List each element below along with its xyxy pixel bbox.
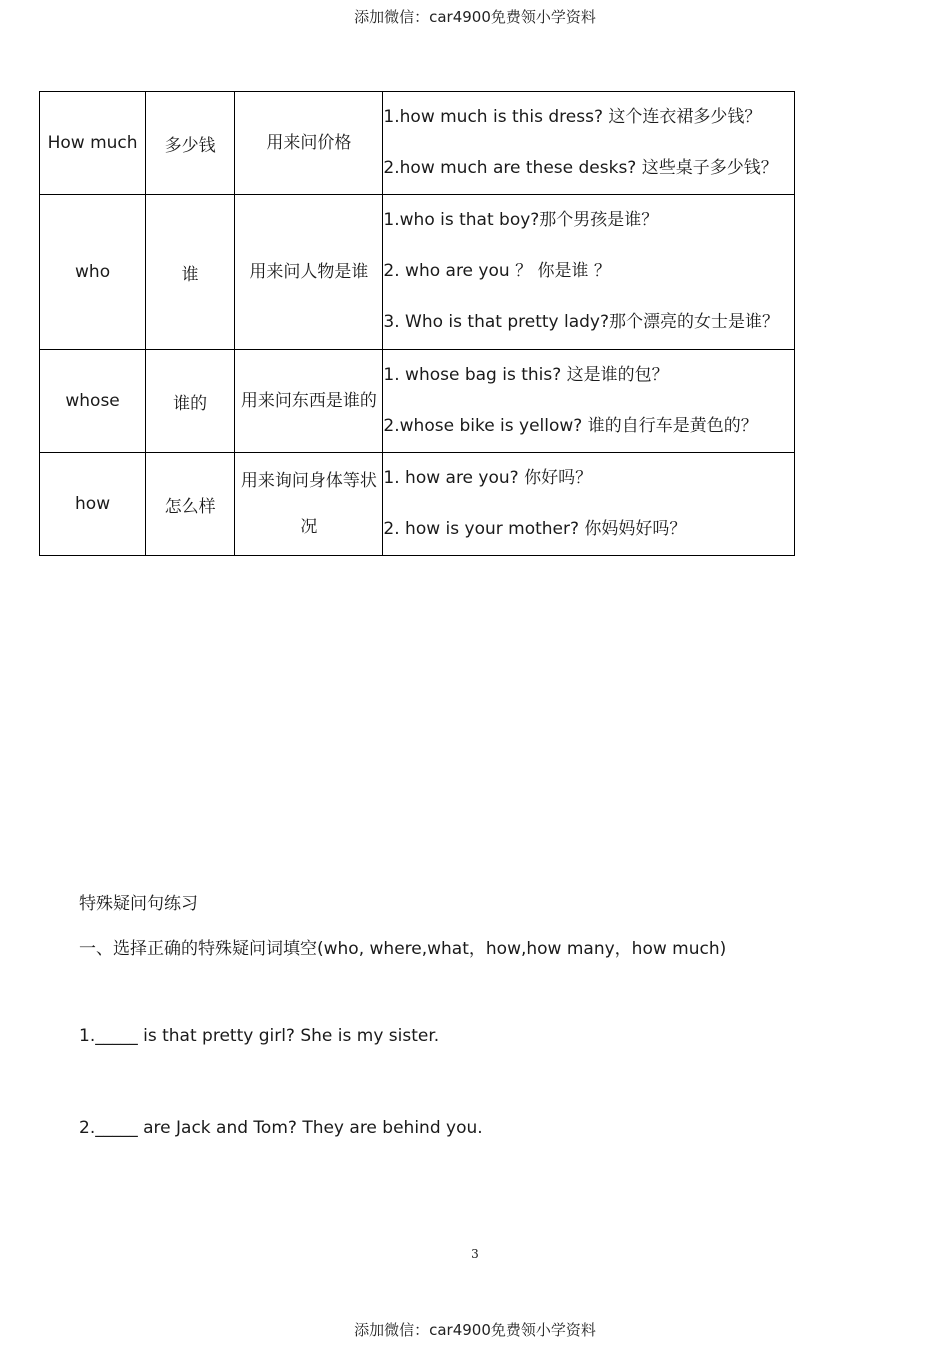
question-word-cell: how <box>40 453 146 556</box>
examples-cell <box>383 195 795 350</box>
table-row <box>40 350 795 453</box>
question-word-table <box>39 91 795 556</box>
example-sentence: 1.who is that boy?那个男孩是谁？ <box>383 210 659 230</box>
watermark-bottom: 添加微信：car4900免费领小学资料 <box>354 1321 596 1339</box>
example-sentence: 1. whose bag is this? 这是谁的包？ <box>383 364 669 385</box>
table-row <box>40 453 795 556</box>
meaning-cell: 谁 <box>146 195 235 350</box>
purpose-cell: 用来问东西是谁的 <box>235 350 383 453</box>
meaning-cell: 多少钱 <box>146 92 235 195</box>
example-sentence: 2.how much are these desks? 这些桌子多少钱？ <box>383 157 778 178</box>
examples-cell <box>383 92 795 195</box>
table-row <box>40 92 795 195</box>
example-sentence: 1.how much is this dress? 这个连衣裙多少钱？ <box>383 106 762 127</box>
watermark-top: 添加微信：car4900免费领小学资料 <box>354 8 596 26</box>
question-word-cell: How much <box>40 92 146 195</box>
example-sentence: 1. how are you? 你好吗？ <box>383 467 593 488</box>
page-number: 3 <box>471 1247 479 1261</box>
example-sentence: 2.whose bike is yellow? 谁的自行车是黄色的？ <box>383 415 758 436</box>
example-sentence: 2. how is your mother? 你妈妈好吗？ <box>383 518 687 539</box>
exercise-question: 2._____ are Jack and Tom? They are behind you. <box>79 1118 483 1138</box>
purpose-cell: 用来问人物是谁 <box>235 195 383 350</box>
exercise-title: 特殊疑问句练习 <box>79 894 198 914</box>
exercise-instruction: 一、选择正确的特殊疑问词填空(who, where,what，how,how many，how much) <box>79 939 727 959</box>
table-row <box>40 195 795 350</box>
examples-cell <box>383 350 795 453</box>
question-word-cell: whose <box>40 350 146 453</box>
meaning-cell: 谁的 <box>146 350 235 453</box>
example-sentence: 2. who are you ？ 你是谁 ？ <box>383 261 611 281</box>
examples-cell <box>383 453 795 556</box>
purpose-cell: 用来问价格 <box>235 92 383 195</box>
purpose-cell: 用来询问身体等状况 <box>235 453 383 556</box>
question-word-cell: who <box>40 195 146 350</box>
example-sentence: 3. Who is that pretty lady?那个漂亮的女士是谁？ <box>383 312 780 332</box>
meaning-cell: 怎么样 <box>146 453 235 556</box>
exercise-question: 1._____ is that pretty girl? She is my sister. <box>79 1026 440 1046</box>
